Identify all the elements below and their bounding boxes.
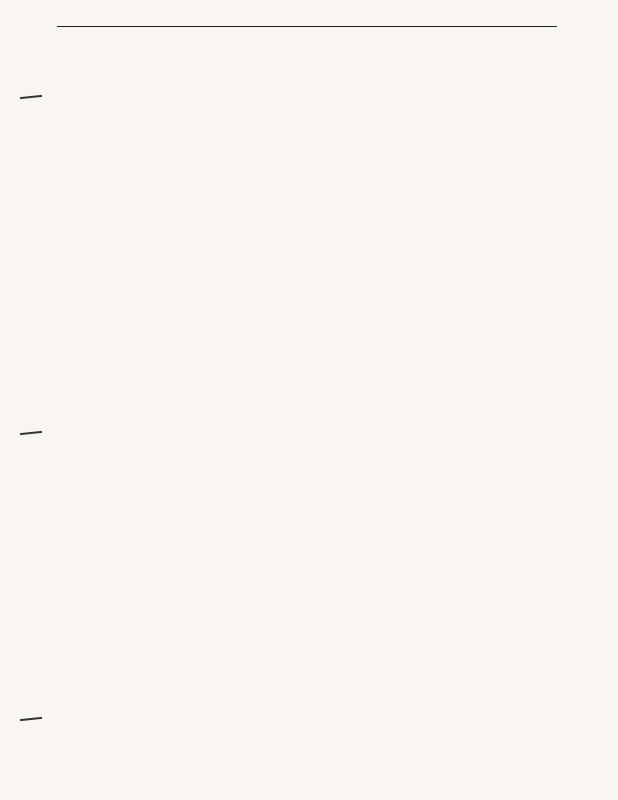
margin-mark xyxy=(20,431,42,435)
margin-mark xyxy=(20,717,42,721)
running-head xyxy=(57,23,557,27)
margin-mark xyxy=(20,95,42,99)
left-column xyxy=(61,76,317,92)
